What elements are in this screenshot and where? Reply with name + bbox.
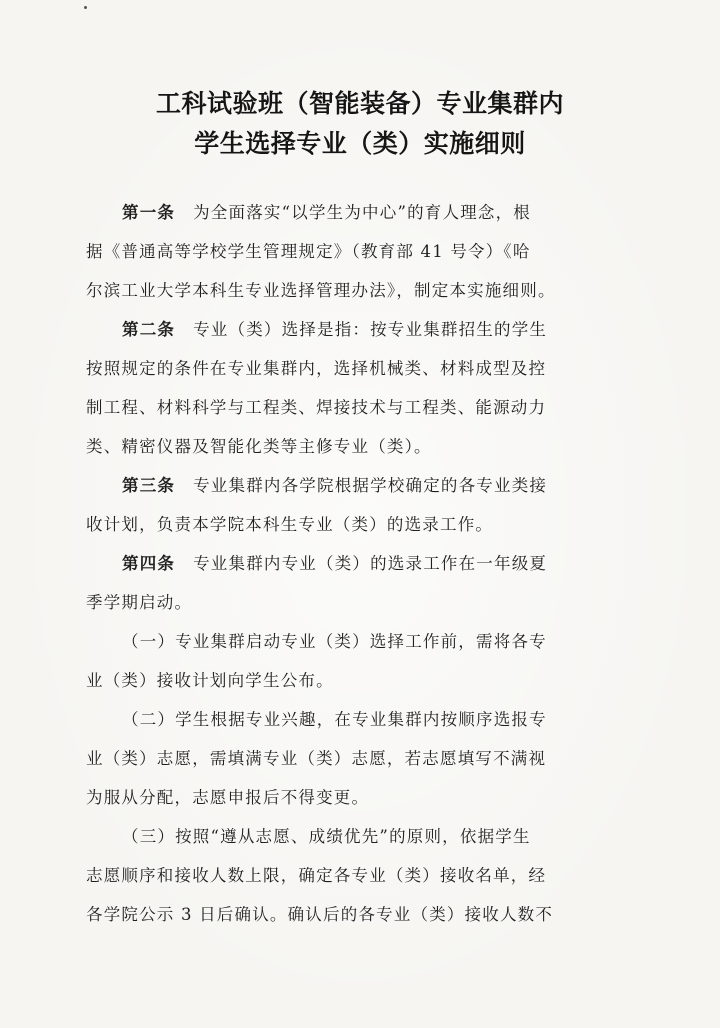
item-1-line-2: 业（类）接收计划向学生公布。 <box>86 671 334 690</box>
article-4-label: 第四条 <box>122 554 176 573</box>
article-1-text-1: 为全面落实“以学生为中心”的育人理念，根 <box>193 203 531 222</box>
article-4-line-2: 季学期启动。 <box>86 593 193 612</box>
item-2-line-2: 业（类）志愿，需填满专业（类）志愿，若志愿填写不满视 <box>86 749 547 768</box>
article-2-line-4: 类、精密仪器及智能化类等主修专业（类）。 <box>86 437 432 456</box>
item-2-line-3: 为服从分配，志愿申报后不得变更。 <box>86 788 370 807</box>
article-2-line-2: 按照规定的条件在专业集群内，选择机械类、材料成型及控 <box>86 359 547 378</box>
document-title-line-1: 工科试验班（智能装备）专业集群内 <box>155 89 564 118</box>
article-3-line-1 <box>122 475 606 497</box>
article-1-line-1 <box>122 202 606 224</box>
article-4-text-1: 专业集群内专业（类）的选录工作在一年级夏 <box>193 554 548 573</box>
article-1-line-3: 尔滨工业大学本科生专业选择管理办法》，制定本实施细则。 <box>86 281 556 300</box>
item-3-line-2: 志愿顺序和接收人数上限，确定各专业（类）接收名单，经 <box>86 866 547 885</box>
article-1-line-2: 据《普通高等学校学生管理规定》（教育部 41 号令）《哈 <box>86 242 531 261</box>
article-2-line-1 <box>122 319 606 341</box>
article-1-label: 第一条 <box>122 203 176 222</box>
article-4-line-1 <box>122 553 606 575</box>
article-3-line-2: 收计划，负责本学院本科生专业（类）的选录工作。 <box>86 515 494 534</box>
article-3-label: 第三条 <box>122 476 176 495</box>
article-2-line-3: 制工程、材料科学与工程类、焊接技术与工程类、能源动力 <box>86 398 547 417</box>
article-2-label: 第二条 <box>122 320 176 339</box>
item-3-line-3: 各学院公示 3 日后确认。确认后的各专业（类）接收人数不 <box>86 905 554 924</box>
document-title-line-2: 学生选择专业（类）实施细则 <box>194 129 526 158</box>
item-3-line-1: （三）按照“遵从志愿、成绩优先”的原则，依据学生 <box>122 827 531 846</box>
scan-speck <box>84 6 87 9</box>
item-2-line-1: （二）学生根据专业兴趣，在专业集群内按顺序选报专 <box>122 710 547 729</box>
article-2-text-1: 专业（类）选择是指：按专业集群招生的学生 <box>193 320 548 339</box>
item-1-line-1: （一）专业集群启动专业（类）选择工作前，需将各专 <box>122 632 547 651</box>
article-3-text-1: 专业集群内各学院根据学校确定的各专业类接 <box>193 476 548 495</box>
